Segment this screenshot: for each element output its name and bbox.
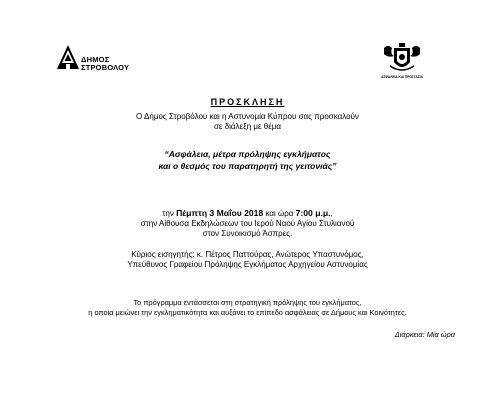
intro-line1: Ο Δήμος Στροβόλου και η Αστυνομία Κύπρου σας προσκαλούν [136, 112, 359, 121]
when-prefix: την [162, 209, 177, 218]
speaker-line1: Κύριος εισηγητής: κ. Πέτρος Παττούρας, Ανώτερος Υπαστυνόμος, [131, 250, 364, 259]
program-description [0, 298, 495, 317]
event-details [0, 208, 495, 239]
venue-line2: στον Συνοικισμό Άσπρες. [202, 229, 293, 238]
event-time: 7:00 μ.μ. [295, 208, 331, 218]
logo-text-line1: ΔΗΜΟΣ [81, 55, 110, 64]
police-crest-icon [378, 42, 426, 76]
topic-line2: και ο θεσμός του παρατηρητή της γειτονιάς” [158, 161, 337, 171]
when-middle: και ώρα [263, 209, 296, 218]
speaker-info [0, 250, 495, 270]
strovolos-municipality-logo [57, 45, 147, 85]
when-suffix: , [330, 209, 333, 218]
logo-text [81, 56, 129, 72]
topic-line1: “Ασφάλεια, μέτρα πρόληψης εγκλήματος [164, 149, 331, 159]
cyprus-police-emblem [378, 42, 426, 82]
invitation-title: ΠΡΟΣΚΛΗΣΗ [210, 97, 285, 107]
venue-line1: στην Αίθουσα Εκδηλώσεων του Ιερού Ναού Αγίου Στυλιανού [140, 219, 355, 228]
intro-text [0, 112, 495, 132]
program-line1: Το πρόγραμμα εντάσσεται στη στρατηγική πρόληψης του εγκλήματος, [133, 298, 362, 307]
program-line2: η οποία μειώνει την εγκληματικότητα και αυξάνει το επίπεδο ασφάλειας σε Δήμους και Κοινότητες. [88, 307, 407, 317]
speaker-line2: Υπεύθυνος Γραφείου Πρόληψης Εγκλήματος Αρχηγείου Αστυνομίας [127, 260, 368, 269]
lecture-topic [0, 148, 495, 172]
emblem-motto: ΑΣΦΑΛΕΙΑ ΚΑΙ ΠΡΟΣΤΑΣΙΑ [381, 75, 423, 79]
intro-line2: σε διάλεξη με θέμα [213, 122, 282, 131]
event-date: Πέμπτη 3 Μαΐου 2018 [176, 208, 264, 218]
triangle-logo-icon [57, 45, 79, 69]
duration-note: Διάρκεια: Μία ώρα [394, 330, 455, 339]
event-datetime [0, 208, 495, 219]
logo-text-line2: ΣΤΡΟΒΟΛΟΥ [81, 63, 130, 72]
